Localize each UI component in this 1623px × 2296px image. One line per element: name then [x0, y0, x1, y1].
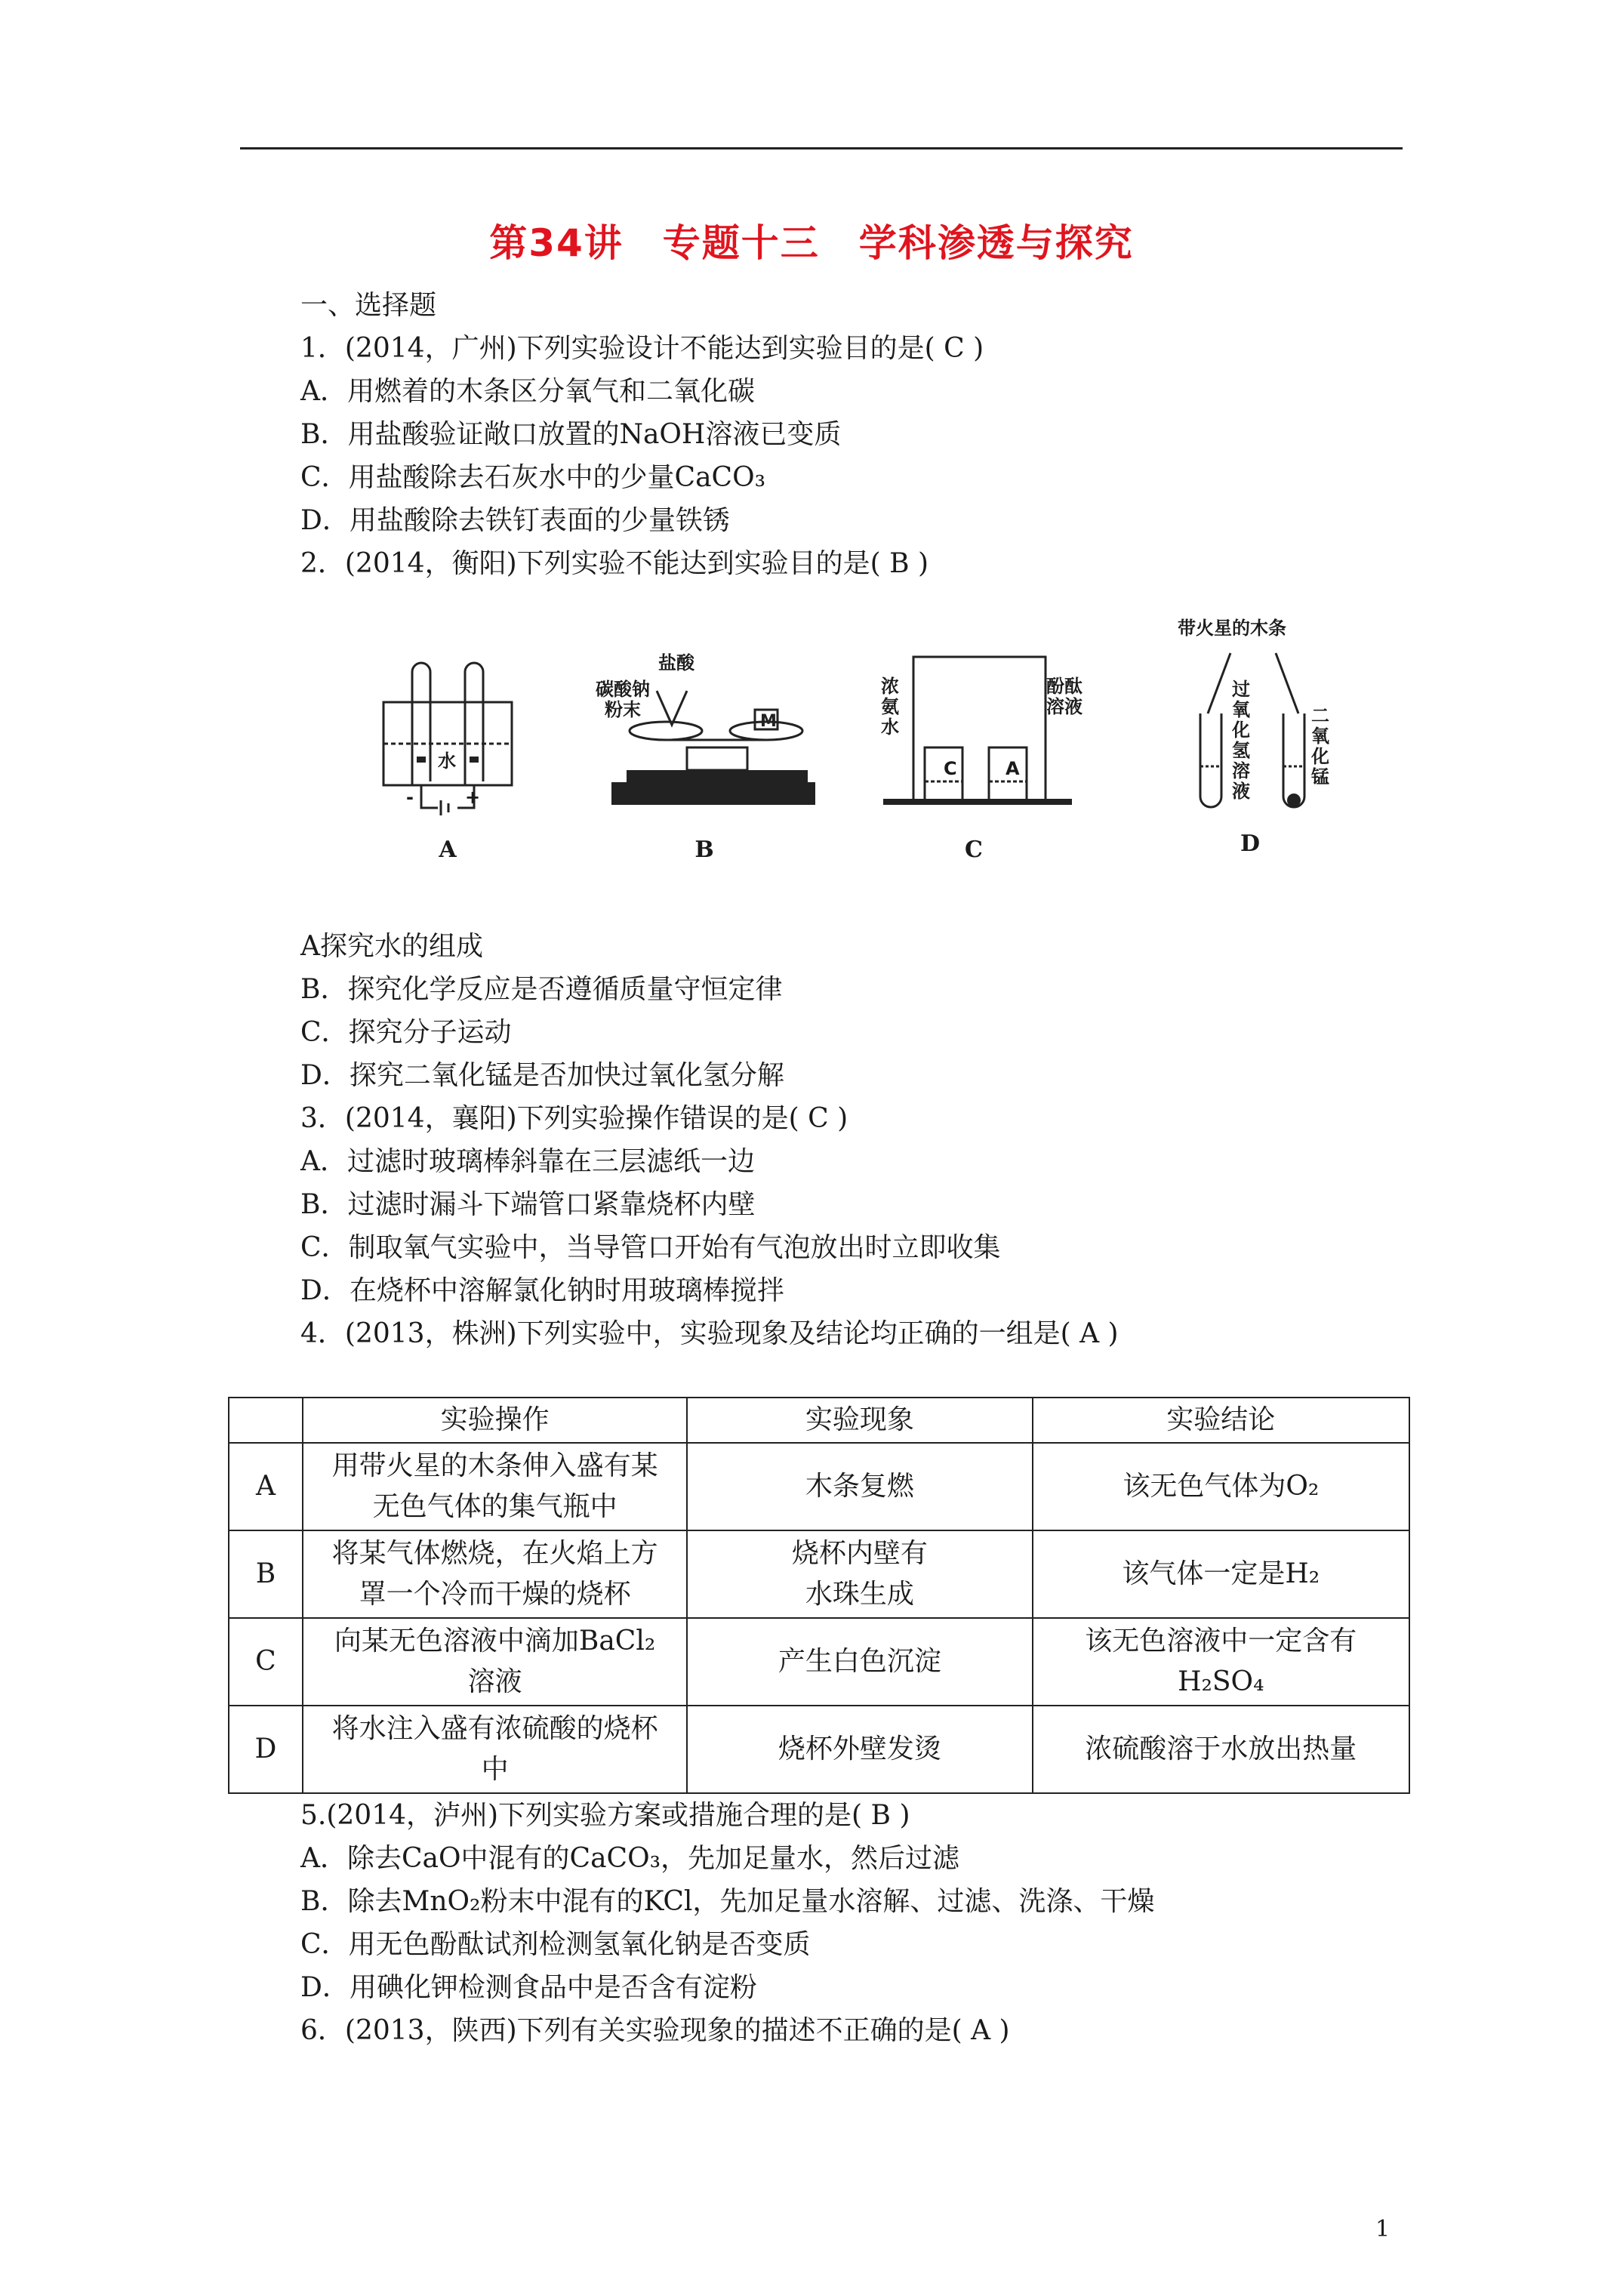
- question-1-option-b: B．用盐酸验证敞口放置的NaOH溶液已变质: [300, 419, 842, 450]
- table-header-cell: 实验现象: [687, 1398, 1032, 1443]
- figure-d-right-label: 二氧化锰: [1311, 705, 1329, 787]
- question-6-stem: 6．(2013，陕西)下列有关实验现象的描述不正确的是( A ): [300, 2015, 1010, 2046]
- page-title: 第34讲 专题十三 学科渗透与探究: [489, 221, 1134, 265]
- table-cell-conclusion: [1033, 1706, 1409, 1793]
- figure-b-acid-label: 盐酸: [658, 652, 694, 673]
- cell-line: 水珠生成: [805, 1579, 914, 1610]
- question-1-stem: 1．(2014，广州)下列实验设计不能达到实验目的是( C ): [300, 333, 984, 364]
- question-5-stem: 5.(2014，泸州)下列实验方案或措施合理的是( B ): [300, 1800, 910, 1831]
- cell-line: 罩一个冷而干燥的烧杯: [359, 1579, 631, 1610]
- table-header-cell: [229, 1398, 303, 1443]
- question-3-option-b: B．过滤时漏斗下端管口紧靠烧杯内壁: [300, 1189, 756, 1220]
- cell-line: 该无色气体为O₂: [1123, 1471, 1320, 1502]
- figure-a-plus-label: +: [465, 787, 481, 808]
- page-number: 1: [1375, 2216, 1390, 2242]
- figure-d-top-label: 带火星的木条: [1178, 618, 1286, 639]
- question-5-option-a: A．除去CaO中混有的CaCO₃，先加足量水，然后过滤: [300, 1843, 960, 1874]
- cell-line: 将某气体燃烧，在火焰上方: [331, 1538, 658, 1569]
- question-2-option-d: D．探究二氧化锰是否加快过氧化氢分解: [300, 1060, 784, 1091]
- figure-d-mid-label: 过氧化氢溶液: [1232, 679, 1250, 802]
- question-5-option-b: B．除去MnO₂粉末中混有的KCl，先加足量水溶解、过滤、洗涤、干燥: [300, 1886, 1155, 1917]
- cell-line: 向某无色溶液中滴加BaCl₂: [334, 1626, 656, 1657]
- figure-b-powder-label: 碳酸钠粉末: [596, 679, 650, 720]
- cell-line: 木条复燃: [805, 1471, 914, 1502]
- table-cell-operation: [303, 1618, 687, 1706]
- table-cell-key: D: [229, 1706, 303, 1793]
- figure-c-right-beaker-label: A: [1006, 758, 1020, 779]
- figure-c-left-beaker-label: C: [944, 758, 957, 779]
- table-cell-key: B: [229, 1530, 303, 1618]
- table-cell-operation: [303, 1530, 687, 1618]
- table-cell-conclusion: [1033, 1530, 1409, 1618]
- cell-line: 烧杯内壁有: [791, 1538, 928, 1569]
- top-rule: [240, 147, 1403, 149]
- figure-a-caption: A: [439, 837, 457, 863]
- question-4-stem: 4．(2013，株洲)下列实验中，实验现象及结论均正确的一组是( A ): [300, 1318, 1119, 1349]
- figure-a-minus-label: -: [406, 787, 414, 808]
- question-2-option-a: A探究水的组成: [300, 931, 483, 962]
- cell-line: 中: [481, 1754, 509, 1785]
- section-label: 一、选择题: [300, 290, 437, 321]
- cell-line: 溶液: [467, 1666, 522, 1697]
- table-cell-phenomenon: [687, 1443, 1032, 1530]
- table-header-cell: 实验结论: [1033, 1398, 1409, 1443]
- test-tubes-icon: [1178, 638, 1329, 819]
- cell-line: 产生白色沉淀: [778, 1646, 941, 1677]
- table-cell-phenomenon: [687, 1706, 1032, 1793]
- cell-line: 浓硫酸溶于水放出热量: [1085, 1734, 1357, 1764]
- cell-line: 无色气体的集气瓶中: [372, 1491, 617, 1522]
- table-cell-phenomenon: [687, 1618, 1032, 1706]
- question-5-option-d: D．用碘化钾检测食品中是否含有淀粉: [300, 1972, 757, 2003]
- table-cell-operation: [303, 1706, 687, 1793]
- question-3-option-d: D．在烧杯中溶解氯化钠时用玻璃棒搅拌: [300, 1275, 784, 1306]
- table-cell-operation: [303, 1443, 687, 1530]
- cell-line: H₂SO₄: [1178, 1666, 1264, 1697]
- question-1-option-c: C．用盐酸除去石灰水中的少量CaCO₃: [300, 462, 766, 493]
- figure-c-left-label: 浓氨水: [881, 676, 899, 738]
- table-row: [229, 1530, 1409, 1618]
- figure-d-caption: D: [1240, 831, 1260, 857]
- table-cell-phenomenon: [687, 1530, 1032, 1618]
- table-header-row: [229, 1398, 1409, 1443]
- electrolysis-apparatus-icon: [376, 657, 519, 823]
- figure-c-caption: C: [965, 837, 983, 863]
- bell-jar-icon: [879, 649, 1076, 808]
- table-cell-key: A: [229, 1443, 303, 1530]
- question-2-option-b: B．探究化学反应是否遵循质量守恒定律: [300, 974, 783, 1005]
- question-1-option-a: A．用燃着的木条区分氧气和二氧化碳: [300, 376, 755, 407]
- table-row: [229, 1618, 1409, 1706]
- cell-line: 该无色溶液中一定含有: [1085, 1626, 1357, 1657]
- question-5-option-c: C．用无色酚酞试剂检测氢氧化钠是否变质: [300, 1929, 811, 1960]
- cell-line: 烧杯外壁发烫: [778, 1734, 941, 1764]
- question-2-option-c: C．探究分子运动: [300, 1017, 512, 1048]
- table-header-cell: 实验操作: [303, 1398, 687, 1443]
- table-cell-conclusion: [1033, 1618, 1409, 1706]
- question-4-table: [228, 1397, 1410, 1794]
- cell-line: 将水注入盛有浓硫酸的烧杯: [331, 1713, 658, 1744]
- table-row: [229, 1443, 1409, 1530]
- figure-a-water-label: 水: [438, 750, 456, 772]
- table-cell-key: C: [229, 1618, 303, 1706]
- table-row: [229, 1706, 1409, 1793]
- figure-b-caption: B: [694, 837, 714, 863]
- question-3-stem: 3．(2014，襄阳)下列实验操作错误的是( C ): [300, 1103, 848, 1134]
- cell-line: 用带火星的木条伸入盛有某: [331, 1450, 658, 1481]
- svg-text:M: M: [760, 712, 777, 731]
- question-3-option-c: C．制取氧气实验中，当导管口开始有气泡放出时立即收集: [300, 1232, 1001, 1263]
- figure-c-right-label: 酚酞溶液: [1046, 676, 1083, 717]
- table-cell-conclusion: [1033, 1443, 1409, 1530]
- question-1-option-d: D．用盐酸除去铁钉表面的少量铁锈: [300, 505, 730, 536]
- cell-line: 该气体一定是H₂: [1122, 1558, 1320, 1589]
- question-2-stem: 2．(2014，衡阳)下列实验不能达到实验目的是( B ): [300, 548, 929, 579]
- question-3-option-a: A．过滤时玻璃棒斜靠在三层滤纸一边: [300, 1146, 755, 1177]
